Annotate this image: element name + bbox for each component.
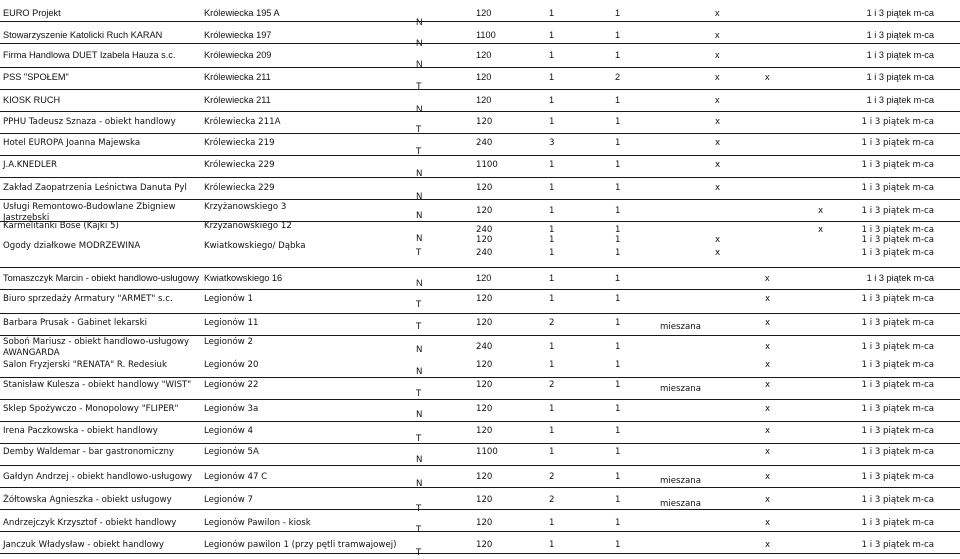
row-divider (0, 155, 960, 156)
container-type: T (416, 147, 422, 157)
mark-column-a: x (715, 138, 721, 148)
client-name: Gałdyn Andrzej - obiekt handlowo-usługowy (3, 472, 193, 482)
client-name: Biuro sprzedaży Armatury "ARMET" s.c. (3, 294, 173, 304)
container-size: 1100 (476, 160, 498, 170)
container-type: N (416, 169, 423, 179)
container-count: 3 (549, 138, 555, 148)
container-size: 120 (476, 183, 493, 193)
client-name: PSS "SPOŁEM" (3, 72, 69, 82)
client-name: J.A.KNEDLER (3, 160, 58, 170)
pickup-schedule: 1 i 3 piątek m-ca (861, 318, 934, 328)
mark-column-a: x (715, 30, 720, 40)
container-type: N (416, 104, 423, 114)
container-type: T (416, 389, 422, 399)
client-address: Kwiatkowskiego 16 (204, 273, 283, 283)
row-divider (0, 465, 960, 466)
mark-column-c: x (818, 206, 824, 216)
waste-type-mixed: mieszana (660, 499, 702, 509)
pickup-schedule: 1 i 3 piątek m-ca (861, 225, 934, 235)
container-size: 120 (476, 404, 493, 414)
container-type: N (416, 234, 423, 244)
client-name: Salon Fryzjerski "RENATA" R. Redesiuk (3, 360, 167, 370)
container-size: 240 (476, 225, 493, 235)
container-count: 1 (549, 72, 555, 82)
pickup-frequency: 1 (615, 540, 621, 550)
pickup-frequency: 1 (615, 447, 621, 457)
client-name: Janczuk Władysław - obiekt handlowy (3, 540, 165, 550)
container-count: 1 (549, 360, 555, 370)
mark-column-a: x (715, 248, 721, 258)
pickup-frequency: 1 (615, 294, 621, 304)
client-address: Królewiecka 211 (204, 72, 271, 82)
pickup-frequency: 1 (615, 8, 621, 18)
container-type: N (416, 455, 423, 465)
row-divider (0, 89, 960, 90)
container-count: 1 (549, 183, 555, 193)
client-name: Ogody działkowe MODRZEWINA (3, 241, 141, 251)
container-count: 1 (549, 248, 555, 258)
client-address: Kwiatkowskiego/ Dąbka (204, 241, 306, 251)
container-type: N (416, 192, 423, 202)
pickup-schedule: 1 i 3 piątek m-ca (861, 294, 934, 304)
row-divider (0, 335, 960, 336)
client-address: Legionów 4 (204, 426, 253, 436)
container-type: T (416, 300, 422, 310)
mark-column-a: x (715, 8, 720, 18)
pickup-frequency: 1 (615, 50, 621, 60)
row-divider (0, 531, 960, 532)
container-count: 1 (549, 426, 555, 436)
mark-column-a: x (715, 235, 721, 245)
container-type: T (416, 248, 422, 258)
container-type: N (416, 345, 423, 355)
pickup-frequency: 1 (615, 318, 621, 328)
container-size: 120 (476, 235, 493, 245)
client-name: PPHU Tadeusz Sznaza - obiekt handlowy (3, 117, 176, 127)
container-type: N (416, 278, 423, 288)
row-divider (0, 43, 960, 44)
client-name: Żółtowska Agnieszka - obiekt usługowy (3, 495, 172, 505)
waste-type-mixed: mieszana (660, 322, 702, 332)
container-type: N (416, 479, 423, 489)
mark-column-a: x (715, 50, 720, 60)
row-divider (0, 67, 960, 68)
pickup-frequency: 1 (615, 160, 621, 170)
mark-column-b: x (765, 426, 771, 436)
mark-column-b: x (765, 342, 771, 352)
pickup-frequency: 1 (615, 183, 621, 193)
client-name: Usługi Remontowo-Budowlane Zbigniew Jastrzębski (3, 202, 176, 223)
client-name: Sklep Spożywczo - Monopolowy "FLIPER" (3, 404, 179, 414)
container-count: 1 (549, 235, 555, 245)
container-type: N (416, 211, 423, 221)
client-name: Andrzejczyk Krzysztof - obiekt handlowy (3, 518, 177, 528)
client-name: Stowarzyszenie Katolicki Ruch KARAN (3, 30, 163, 40)
container-type: N (416, 410, 423, 420)
pickup-frequency: 1 (615, 495, 621, 505)
row-divider (0, 289, 960, 290)
container-count: 2 (549, 472, 555, 482)
client-name: Barbara Prusak - Gabinet lekarski (3, 318, 147, 328)
row-divider (0, 133, 960, 134)
row-divider (0, 377, 960, 378)
container-size: 240 (476, 138, 493, 148)
row-divider (0, 199, 960, 200)
container-count: 1 (549, 95, 555, 105)
container-size: 120 (476, 495, 493, 505)
client-name: Soboń Mariusz - obiekt handlowo-usługowy AWANGARDA (3, 337, 190, 358)
pickup-schedule: 1 i 3 piątek m-ca (861, 248, 934, 258)
pickup-schedule: 1 i 3 piątek m-ca (861, 447, 934, 457)
client-address: Legionów 2 (204, 337, 253, 347)
client-name: KIOSK RUCH (3, 95, 61, 105)
mark-column-a: x (715, 95, 720, 105)
mark-column-a: x (715, 117, 721, 127)
pickup-schedule: 1 i 3 piątek m-ca (861, 518, 934, 528)
pickup-frequency: 1 (615, 225, 621, 235)
container-count: 2 (549, 495, 555, 505)
pickup-schedule: 1 i 3 piątek m-ca (861, 360, 934, 370)
container-size: 120 (476, 8, 492, 18)
client-address: Legionów 11 (204, 318, 259, 328)
container-type: T (416, 81, 422, 91)
client-name: Firma Handlowa DUET Izabela Hauza s.c. (3, 50, 176, 60)
container-count: 1 (549, 225, 555, 235)
container-count: 1 (549, 404, 555, 414)
client-name: Irena Paczkowska - obiekt handlowy (3, 426, 158, 436)
pickup-schedule: 1 i 3 piątek m-ca (861, 380, 934, 390)
container-size: 120 (476, 273, 492, 283)
container-type: N (416, 367, 423, 377)
container-size: 240 (476, 248, 493, 258)
client-address: Legionów 3a (204, 404, 259, 414)
client-address: Królewiecka 197 (204, 30, 272, 40)
pickup-schedule: 1 i 3 piątek m-ca (866, 95, 934, 105)
client-address: Królewiecka 211 (204, 95, 271, 105)
pickup-schedule: 1 i 3 piątek m-ca (861, 117, 934, 127)
container-size: 120 (476, 95, 492, 105)
mark-column-b: x (765, 318, 771, 328)
mark-column-b: x (765, 495, 771, 505)
container-type: T (416, 125, 422, 135)
pickup-schedule: 1 i 3 piątek m-ca (866, 273, 934, 283)
container-type: N (416, 38, 423, 48)
container-count: 1 (549, 117, 555, 127)
pickup-frequency: 1 (615, 138, 621, 148)
mark-column-b: x (765, 273, 770, 283)
container-count: 1 (549, 540, 555, 550)
client-address: Legionów 5A (204, 447, 259, 457)
waste-type-mixed: mieszana (660, 476, 702, 486)
pickup-frequency: 1 (615, 206, 621, 216)
client-address: Legionów 20 (204, 360, 259, 370)
client-address: Królewiecka 229 (204, 160, 275, 170)
client-address: Krzyżanowskiego 12 (204, 221, 292, 231)
client-name: Zakład Zaopatrzenia Leśnictwa Danuta Pyl (3, 183, 187, 193)
pickup-schedule: 1 i 3 piątek m-ca (861, 472, 934, 482)
mark-column-b: x (765, 404, 771, 414)
client-name: Hotel EUROPA Joanna Majewska (3, 138, 141, 148)
container-type: T (416, 504, 422, 514)
mark-column-b: x (765, 540, 771, 550)
container-size: 120 (476, 294, 493, 304)
pickup-frequency: 1 (615, 30, 621, 40)
client-name: Karmelitanki Bose (Kajki 5) (3, 221, 119, 231)
pickup-frequency: 1 (615, 95, 621, 105)
container-size: 120 (476, 72, 492, 82)
row-divider (0, 443, 960, 444)
container-count: 1 (549, 518, 555, 528)
container-count: 1 (549, 447, 555, 457)
container-size: 120 (476, 50, 492, 60)
container-count: 1 (549, 30, 555, 40)
row-divider (0, 21, 960, 22)
mark-column-b: x (765, 294, 771, 304)
row-divider (0, 553, 960, 554)
client-name: Demby Waldemar - bar gastronomiczny (3, 447, 175, 457)
container-size: 120 (476, 206, 493, 216)
pickup-frequency: 1 (615, 472, 621, 482)
container-size: 120 (476, 518, 493, 528)
pickup-schedule: 1 i 3 piątek m-ca (866, 8, 934, 18)
container-count: 1 (549, 294, 555, 304)
row-divider (0, 399, 960, 400)
pickup-schedule: 1 i 3 piątek m-ca (861, 495, 934, 505)
mark-column-a: x (715, 72, 720, 82)
container-size: 1100 (476, 447, 498, 457)
mark-column-c: x (818, 225, 824, 235)
container-size: 120 (476, 472, 493, 482)
container-size: 120 (476, 117, 493, 127)
container-type: T (416, 322, 422, 332)
mark-column-b: x (765, 518, 771, 528)
row-divider (0, 421, 960, 422)
client-address: Legionów 7 (204, 495, 253, 505)
container-count: 1 (549, 50, 555, 60)
client-address: Królewiecka 229 (204, 183, 275, 193)
pickup-schedule: 1 i 3 piątek m-ca (861, 404, 934, 414)
client-name: Tomaszczyk Marcin - obiekt handlowo-usługowy (3, 273, 200, 283)
row-divider (0, 111, 960, 112)
container-type: N (416, 59, 423, 69)
client-address: Legionów 1 (204, 294, 253, 304)
mark-column-b: x (765, 472, 771, 482)
pickup-frequency: 1 (615, 518, 621, 528)
client-address: Królewiecka 211A (204, 117, 281, 127)
client-name: Stanisław Kulesza - obiekt handlowy "WIST" (3, 380, 192, 390)
client-address: Legionów pawilon 1 (przy pętli tramwajowej) (204, 540, 397, 550)
container-size: 120 (476, 360, 493, 370)
mark-column-b: x (765, 72, 770, 82)
pickup-schedule: 1 i 3 piątek m-ca (866, 30, 934, 40)
waste-type-mixed: mieszana (660, 384, 702, 394)
client-address: Legionów Pawilon - kiosk (204, 518, 311, 528)
container-count: 2 (549, 318, 555, 328)
container-type: T (416, 525, 422, 535)
container-count: 1 (549, 8, 555, 18)
container-size: 120 (476, 426, 493, 436)
client-address: Legionów 22 (204, 380, 259, 390)
pickup-schedule: 1 i 3 piątek m-ca (861, 540, 934, 550)
pickup-schedule: 1 i 3 piątek m-ca (861, 426, 934, 436)
client-address: Legionów 47 C (204, 472, 268, 482)
row-divider (0, 313, 960, 314)
mark-column-b: x (765, 447, 771, 457)
pickup-schedule: 1 i 3 piątek m-ca (861, 138, 934, 148)
pickup-frequency: 1 (615, 360, 621, 370)
mark-column-b: x (765, 380, 771, 390)
client-name: EURO Projekt (3, 8, 61, 18)
container-count: 1 (549, 342, 555, 352)
mark-column-b: x (765, 360, 771, 370)
pickup-frequency: 1 (615, 426, 621, 436)
pickup-schedule: 1 i 3 piątek m-ca (861, 183, 934, 193)
client-address: Królewiecka 195 A (204, 8, 280, 18)
row-divider (0, 509, 960, 510)
mark-column-a: x (715, 160, 721, 170)
container-size: 1100 (476, 30, 496, 40)
container-count: 2 (549, 380, 555, 390)
container-type: T (416, 548, 422, 558)
mark-column-a: x (715, 183, 721, 193)
container-count: 1 (549, 273, 555, 283)
pickup-schedule: 1 i 3 piątek m-ca (861, 160, 934, 170)
client-address: Królewiecka 219 (204, 138, 275, 148)
pickup-schedule: 1 i 3 piątek m-ca (861, 235, 934, 245)
container-count: 1 (549, 160, 555, 170)
pickup-frequency: 1 (615, 380, 621, 390)
pickup-frequency: 1 (615, 342, 621, 352)
pickup-frequency: 1 (615, 248, 621, 258)
pickup-schedule: 1 i 3 piątek m-ca (861, 206, 934, 216)
pickup-schedule: 1 i 3 piątek m-ca (861, 342, 934, 352)
pickup-frequency: 1 (615, 235, 621, 245)
pickup-schedule: 1 i 3 piątek m-ca (866, 72, 934, 82)
pickup-frequency: 1 (615, 273, 621, 283)
container-size: 120 (476, 540, 493, 550)
container-size: 120 (476, 318, 493, 328)
row-divider (0, 487, 960, 488)
container-type: T (416, 434, 422, 444)
container-size: 240 (476, 342, 493, 352)
pickup-frequency: 2 (615, 72, 621, 82)
container-size: 120 (476, 380, 493, 390)
client-address: Krzyżanowskiego 3 (204, 202, 287, 212)
pickup-schedule: 1 i 3 piątek m-ca (866, 50, 934, 60)
client-address: Królewiecka 209 (204, 50, 272, 60)
row-divider (0, 267, 960, 268)
container-count: 1 (549, 206, 555, 216)
pickup-frequency: 1 (615, 117, 621, 127)
container-type: N (416, 17, 423, 27)
pickup-frequency: 1 (615, 404, 621, 414)
row-divider (0, 177, 960, 178)
